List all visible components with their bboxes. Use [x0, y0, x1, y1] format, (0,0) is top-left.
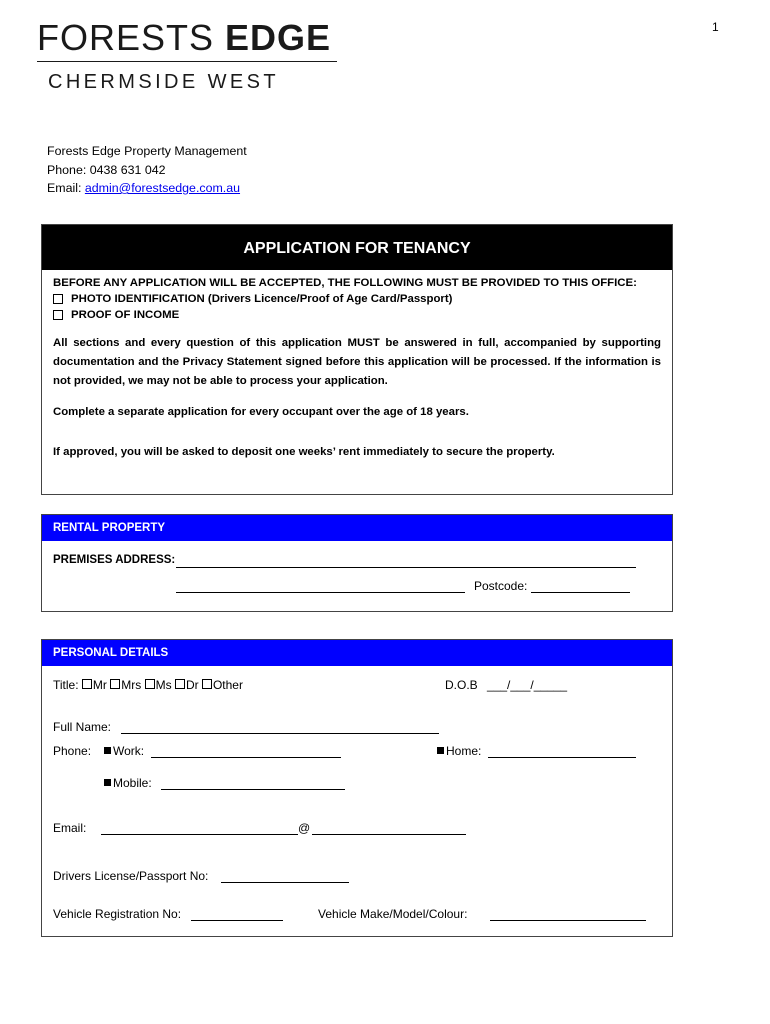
- email-domain-field[interactable]: [312, 824, 466, 835]
- email-link[interactable]: admin@forestsedge.com.au: [84, 181, 241, 195]
- checklist-photo-id: [53, 293, 661, 305]
- license-field[interactable]: [221, 872, 349, 883]
- work-bullet-icon: [104, 747, 111, 754]
- logo-word-forests: FORESTS: [37, 17, 215, 58]
- title-ms-checkbox[interactable]: [145, 679, 155, 689]
- logo-wordmark: [37, 18, 339, 58]
- title-label: Title:: [53, 678, 79, 692]
- photo-id-label: PHOTO IDENTIFICATION (Drivers Licence/Proof of Age Card/Passport): [71, 293, 453, 305]
- email-user-field[interactable]: [101, 824, 298, 835]
- deposit-note: If approved, you will be asked to deposit one weeks’ rent immediately to secure the property.: [53, 446, 555, 458]
- mobile-bullet-icon: [104, 779, 111, 786]
- vehicle-reg-field[interactable]: [191, 910, 283, 921]
- home-label: Home:: [446, 744, 482, 758]
- title-row: [53, 678, 243, 692]
- mobile-phone-field[interactable]: [161, 779, 345, 790]
- income-checkbox[interactable]: [53, 310, 63, 320]
- home-bullet-icon: [437, 747, 444, 754]
- logo-divider: [37, 61, 337, 62]
- vehicle-make-field[interactable]: [490, 910, 646, 921]
- work-label: Work:: [113, 744, 145, 758]
- full-name-label: Full Name:: [53, 720, 112, 734]
- title-dr-checkbox[interactable]: [175, 679, 185, 689]
- title-other-label: Other: [212, 678, 243, 692]
- email-at-sign: @: [298, 821, 311, 835]
- title-mr-label: Mr: [92, 678, 107, 692]
- company-email-line: [47, 179, 247, 198]
- premises-address-label: PREMISES ADDRESS:: [53, 554, 176, 566]
- occupant-note: Complete a separate application for every occupant over the age of 18 years.: [53, 406, 469, 418]
- intro-body: [42, 270, 672, 462]
- vehicle-make-label: Vehicle Make/Model/Colour:: [318, 907, 468, 921]
- work-phone-row: [104, 744, 144, 758]
- postcode-label: Postcode:: [474, 579, 528, 593]
- email-label: Email:: [47, 181, 85, 195]
- requirement-line: BEFORE ANY APPLICATION WILL BE ACCEPTED, THE FOLLOWING MUST BE PROVIDED TO THIS OFFICE:: [53, 277, 637, 289]
- dob-row: [445, 678, 567, 692]
- dob-field[interactable]: ___/___/_____: [487, 678, 568, 692]
- title-mr-checkbox[interactable]: [82, 679, 92, 689]
- home-phone-field[interactable]: [488, 747, 636, 758]
- mobile-label: Mobile:: [113, 776, 152, 790]
- license-label: Drivers License/Passport No:: [53, 869, 209, 883]
- contact-block: [47, 142, 247, 198]
- photo-id-checkbox[interactable]: [53, 294, 63, 304]
- title-mrs-label: Mrs: [121, 678, 142, 692]
- income-label: PROOF OF INCOME: [71, 309, 180, 321]
- instructions-paragraph: All sections and every question of this application MUST be answered in full, accompanied by supporting documentation and the Privacy Statement signed before this application will be processed. If the information is not provided, we may not be able to process your application.: [53, 337, 661, 387]
- mobile-phone-row: [104, 776, 152, 790]
- home-phone-row: [437, 744, 481, 758]
- premises-address-line2[interactable]: [176, 582, 465, 593]
- premises-address-line1[interactable]: [176, 557, 636, 568]
- phone-label: Phone:: [53, 744, 92, 758]
- dob-label: D.O.B: [445, 678, 478, 692]
- full-name-field[interactable]: [121, 723, 439, 734]
- vehicle-reg-label: Vehicle Registration No:: [53, 907, 182, 921]
- checklist-income: [53, 309, 661, 321]
- postcode-field[interactable]: [531, 582, 630, 593]
- title-other-checkbox[interactable]: [202, 679, 212, 689]
- title-dr-label: Dr: [185, 678, 199, 692]
- company-phone: Phone: 0438 631 042: [47, 162, 166, 177]
- company-logo: [37, 18, 339, 94]
- company-name: Forests Edge Property Management: [47, 144, 247, 158]
- page-number: 1: [712, 20, 719, 34]
- email-field-label: Email:: [53, 821, 87, 835]
- personal-details-header: PERSONAL DETAILS: [42, 640, 672, 666]
- work-phone-field[interactable]: [151, 747, 341, 758]
- application-title: APPLICATION FOR TENANCY: [42, 225, 672, 270]
- title-ms-label: Ms: [155, 678, 172, 692]
- logo-subtitle: CHERMSIDE WEST: [48, 71, 279, 93]
- application-intro-box: [41, 224, 673, 495]
- title-mrs-checkbox[interactable]: [110, 679, 120, 689]
- rental-property-header: RENTAL PROPERTY: [42, 515, 672, 541]
- logo-word-edge: EDGE: [225, 17, 332, 58]
